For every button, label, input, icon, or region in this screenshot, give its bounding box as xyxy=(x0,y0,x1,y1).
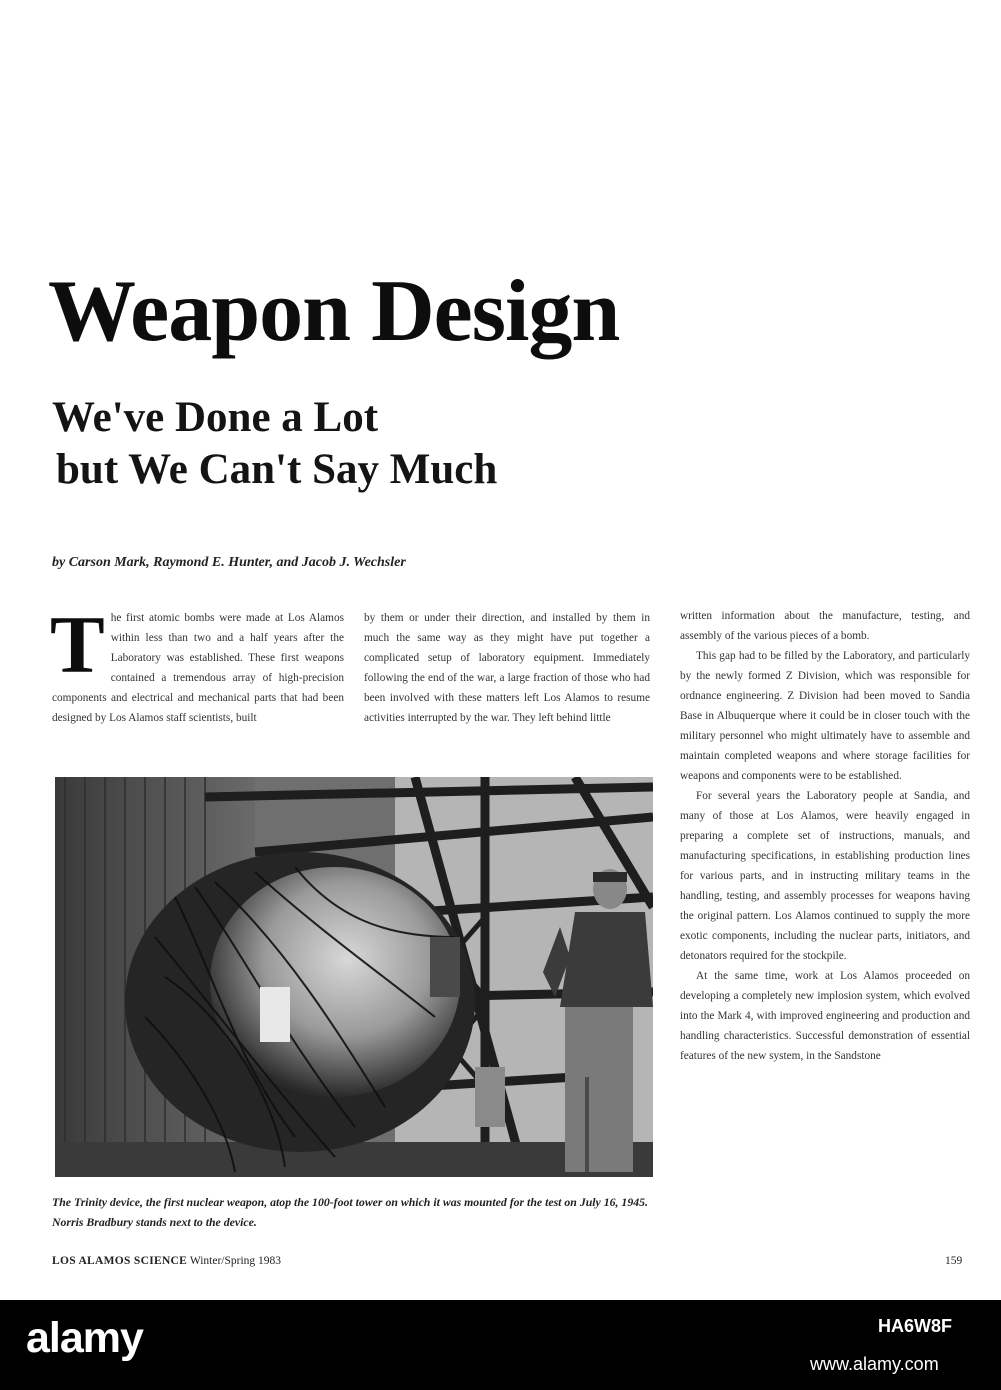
publication-name: LOS ALAMOS SCIENCE xyxy=(52,1255,188,1267)
page-footer xyxy=(52,1255,281,1267)
paragraph: he first atomic bombs were made at Los Alamos within less than two and a half years after the Laboratory was established. These first weapons contained a tremendous array of high-precision components and electrical and mechanical parts that had been designed by Los Alamos staff scientists, built xyxy=(52,612,344,724)
trinity-device-photo xyxy=(55,777,653,1177)
paragraph: This gap had to be filled by the Laboratory, and particularly by the newly formed Z Division, which was responsible for ordnance engineering. Z Division had been moved to Sandia Base in Albuquerque where it could be in closer touch with the military personnel who might ultimately have to assemble and maintain completed weapons and where storage facilities for weapons and components were to be established. xyxy=(680,650,970,782)
text-column-1 xyxy=(50,599,344,728)
watermark-url: www.alamy.com xyxy=(810,1354,939,1374)
photo-illustration xyxy=(55,777,653,1177)
paragraph: For several years the Laboratory people at Sandia, and many of those at Los Alamos, were heavily engaged in preparing a complete set of instructions, manuals, and manufacturing specifications, in establishing production lines for various parts, and in instructing military teams in the handling, testing, and assembly processes for weapons having the original pattern. Los Alamos continued to supply the more exotic components, including the nuclear parts, initiators, and detonators required for the stockpile. xyxy=(680,790,970,962)
image-id: HA6W8F xyxy=(878,1316,953,1336)
text-column-3 xyxy=(680,606,970,1066)
drop-cap: T xyxy=(50,599,105,690)
paragraph: At the same time, work at Los Alamos proceeded on developing a completely new implosion system, which evolved into the Mark 4, with improved engineering and production and handling characteristics. Successful demonstration of essential features of the new system, in the Sandstone xyxy=(680,970,970,1062)
paragraph: written information about the manufacture, testing, and assembly of the various pieces of a bomb. xyxy=(680,610,970,642)
paragraph: by them or under their direction, and installed by them in much the same way as they might have put together a complicated setup of laboratory equipment. Immediately following the end of the war, a large fraction of those who had been involved with these matters left Los Alamos to resume activities interrupted by the war. They left behind little xyxy=(364,612,650,724)
photo-caption: The Trinity device, the first nuclear weapon, atop the 100-foot tower on which it was mounted for the test on July 16, 1945. Norris Bradbury stands next to the device. xyxy=(52,1195,648,1229)
byline: by Carson Mark, Raymond E. Hunter, and Jacob J. Wechsler xyxy=(52,555,406,570)
watermark-banner xyxy=(0,1300,1001,1390)
subtitle-line-1: We've Done a Lot xyxy=(52,394,379,441)
issue-date: Winter/Spring 1983 xyxy=(189,1255,282,1267)
article-title: Weapon Design xyxy=(48,263,620,360)
page-number: 159 xyxy=(945,1255,963,1267)
text-column-2 xyxy=(364,608,650,728)
subtitle-line-2: but We Can't Say Much xyxy=(56,446,498,493)
alamy-logo: alamy xyxy=(26,1314,143,1362)
article-subtitle xyxy=(52,392,497,496)
